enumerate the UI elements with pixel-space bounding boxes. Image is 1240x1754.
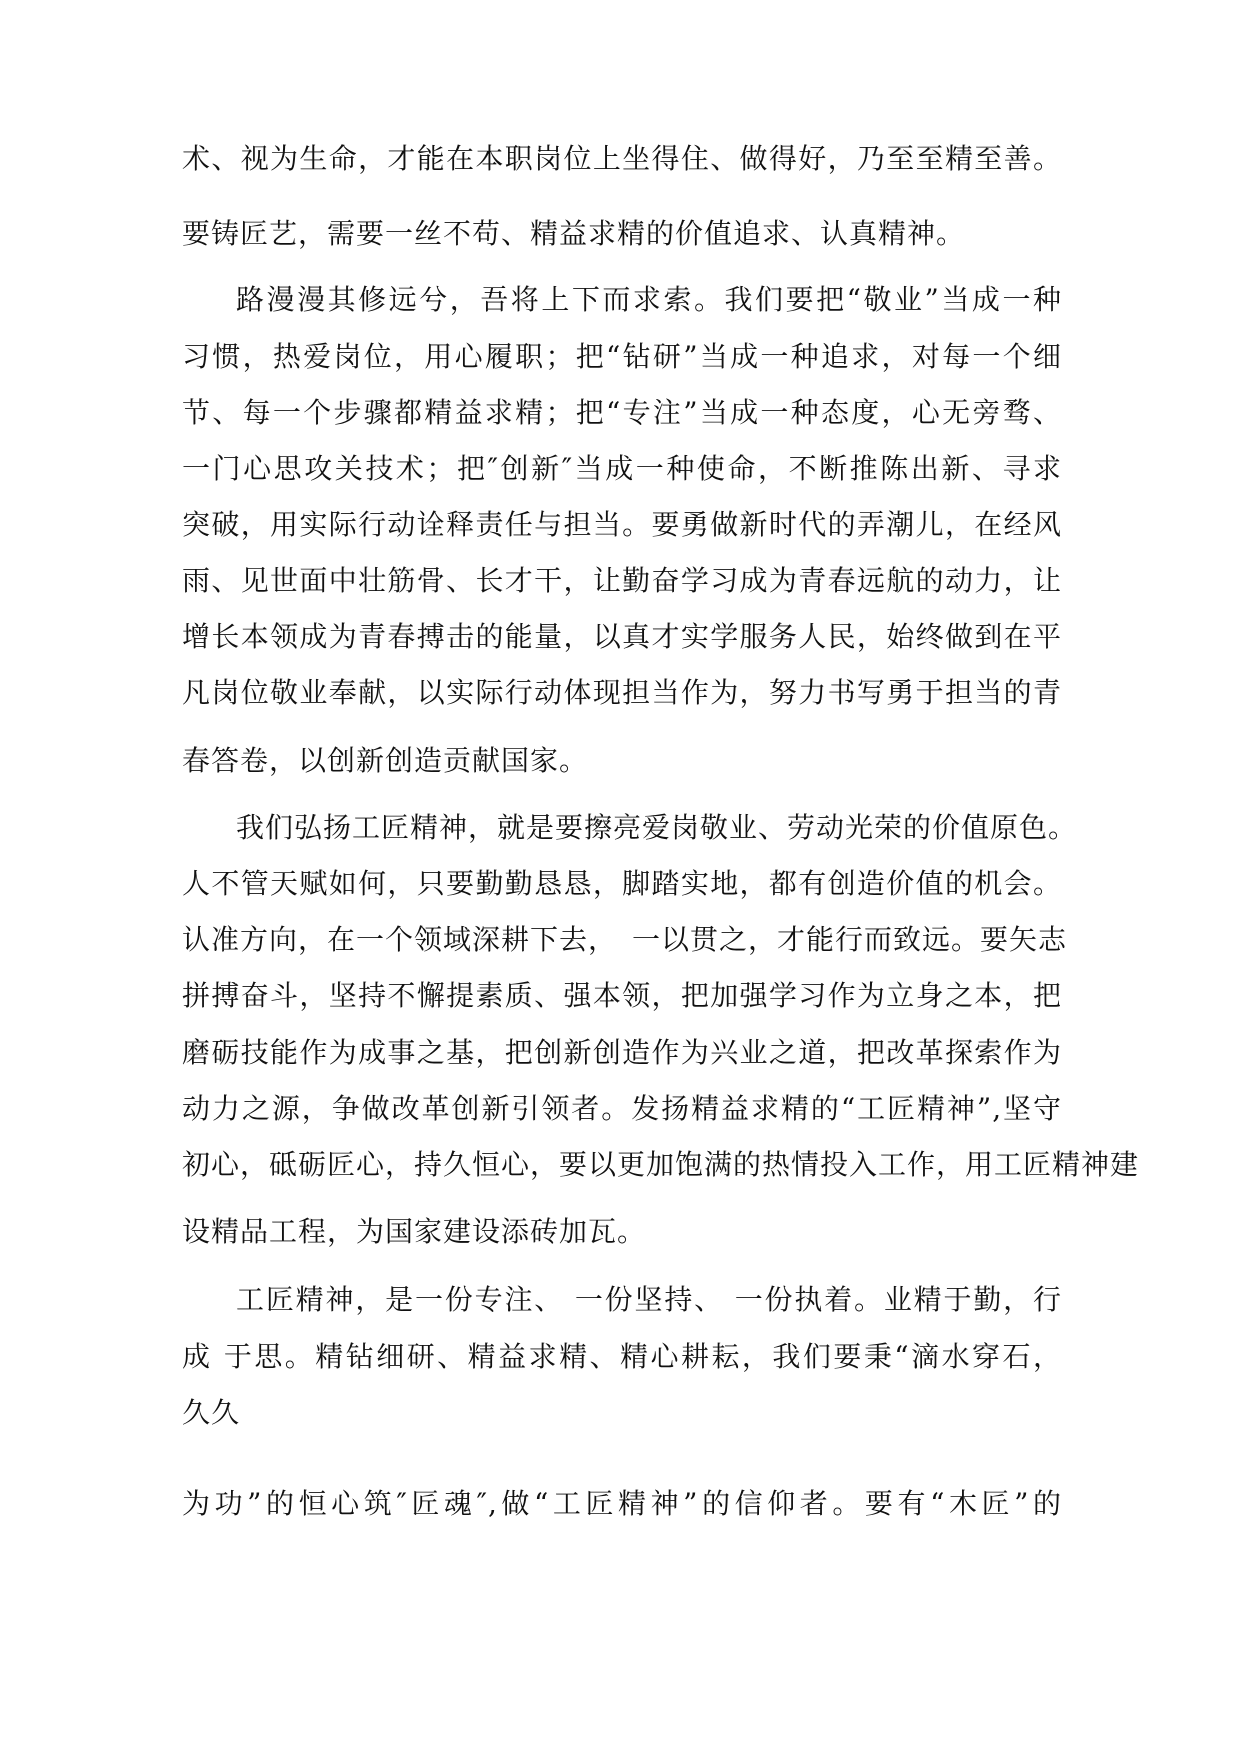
text-line: 习惯，热爱岗位，用心履职；把“钻研”当成一种追求，对每一个细 [182, 340, 1062, 373]
text-line: 人不管天赋如何，只要勤勤恳恳，脚踏实地，都有创造价值的机会。 [182, 867, 1062, 900]
text-line: 术、视为生命，才能在本职岗位上坐得住、做得好，乃至至精至善。 [182, 142, 1062, 175]
text-line: 节、每一个步骤都精益求精；把“专注”当成一种态度，心无旁骛、 [182, 396, 1062, 429]
text-line: 一门心思攻关技术；把″创新″当成一种使命，不断推陈出新、寻求 [182, 452, 1062, 485]
paragraph-first-line: 工匠精神，是一份专注、 一份坚持、 一份执着。业精于勤，行 [236, 1283, 1062, 1316]
paragraph-first-line: 我们弘扬工匠精神，就是要擦亮爱岗敬业、劳动光荣的价值原色。 [236, 811, 1078, 844]
text-line: 久久 [182, 1396, 241, 1429]
text-line: 成 于思。精钻细研、精益求精、精心耕耘，我们要秉“滴水穿石， [182, 1340, 1062, 1373]
text-line: 雨、见世面中壮筋骨、长才干，让勤奋学习成为青春远航的动力，让 [182, 564, 1062, 597]
text-line: 拼搏奋斗，坚持不懈提素质、强本领，把加强学习作为立身之本，把 [182, 979, 1062, 1012]
text-line: 要铸匠艺，需要一丝不苟、精益求精的价值追求、认真精神。 [182, 217, 966, 250]
text-line: 设精品工程，为国家建设添砖加瓦。 [182, 1215, 647, 1248]
paragraph-first-line: 路漫漫其修远兮，吾将上下而求索。我们要把“敬业”当成一种 [236, 283, 1062, 316]
text-line: 为功”的恒心筑″匠魂″,做“工匠精神”的信仰者。要有“木匠”的 [182, 1487, 1062, 1520]
text-line: 增长本领成为青春搏击的能量，以真才实学服务人民，始终做到在平 [182, 620, 1062, 653]
text-line: 磨砺技能作为成事之基，把创新创造作为兴业之道，把改革探索作为 [182, 1036, 1062, 1069]
text-line: 突破，用实际行动诠释责任与担当。要勇做新时代的弄潮儿，在经风 [182, 508, 1062, 541]
text-line: 认准方向，在一个领域深耕下去， 一以贯之，才能行而致远。要矢志 [182, 923, 1068, 956]
text-line: 动力之源，争做改革创新引领者。发扬精益求精的“工匠精神”,坚守 [182, 1092, 1062, 1125]
text-line: 春答卷，以创新创造贡献国家。 [182, 744, 589, 777]
text-line: 凡岗位敬业奉献，以实际行动体现担当作为，努力书写勇于担当的青 [182, 676, 1062, 709]
text-line: 初心，砥砺匠心，持久恒心，要以更加饱满的热情投入工作，用工匠精神建 [182, 1148, 1140, 1181]
